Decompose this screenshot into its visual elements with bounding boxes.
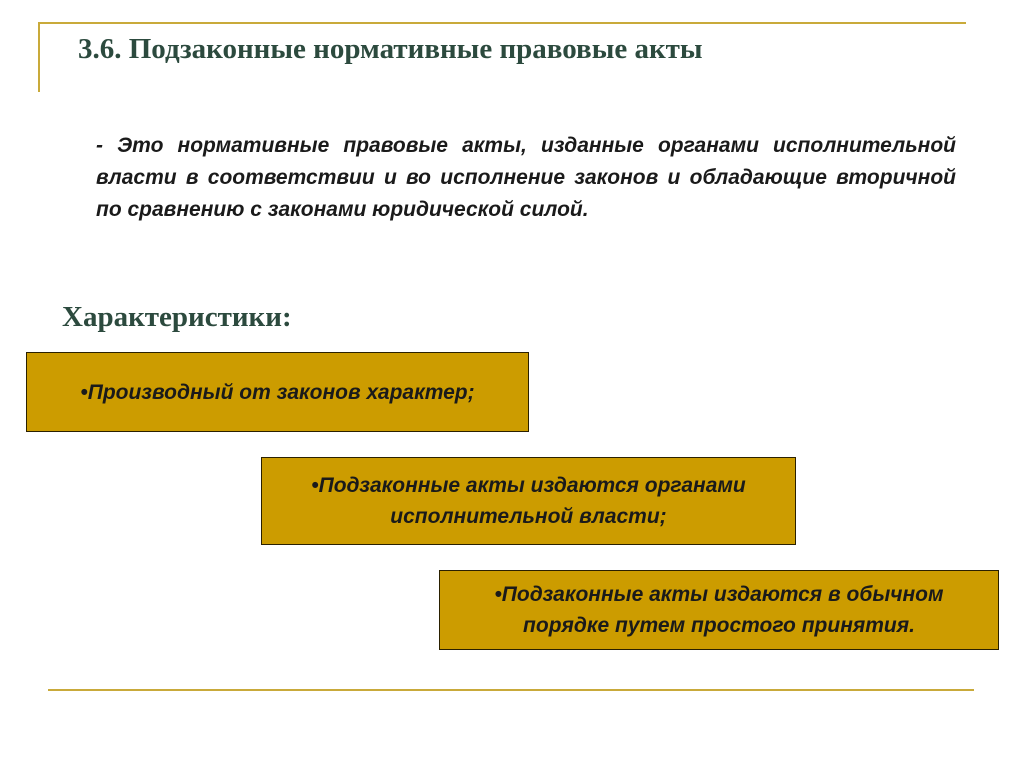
characteristic-box-3 bbox=[439, 570, 999, 650]
characteristic-text bbox=[494, 579, 943, 641]
characteristic-line: порядке путем простого принятия. bbox=[523, 614, 915, 637]
characteristic-box-1 bbox=[26, 352, 529, 432]
characteristic-line: •Подзаконные акты издаются в обычном bbox=[494, 583, 944, 606]
definition-text: - Это нормативные правовые акты, изданные органами исполнительной власти в соответствии и во исполнение законов и обладающие вторичной по сравнению с законами юридической силой. bbox=[96, 134, 956, 221]
characteristic-box-2 bbox=[261, 457, 796, 545]
left-rule bbox=[38, 22, 40, 92]
characteristic-text bbox=[311, 470, 746, 532]
characteristics-heading: Характеристики: bbox=[62, 301, 292, 333]
characteristic-line: •Подзаконные акты издаются органами bbox=[311, 474, 746, 497]
characteristic-line: исполнительной власти; bbox=[390, 505, 667, 528]
characteristic-line: •Производный от законов характер; bbox=[80, 380, 475, 404]
top-rule bbox=[38, 22, 966, 24]
slide-title: 3.6. Подзаконные нормативные правовые акты bbox=[78, 33, 703, 65]
bottom-rule bbox=[48, 689, 974, 691]
characteristic-text bbox=[80, 377, 474, 408]
